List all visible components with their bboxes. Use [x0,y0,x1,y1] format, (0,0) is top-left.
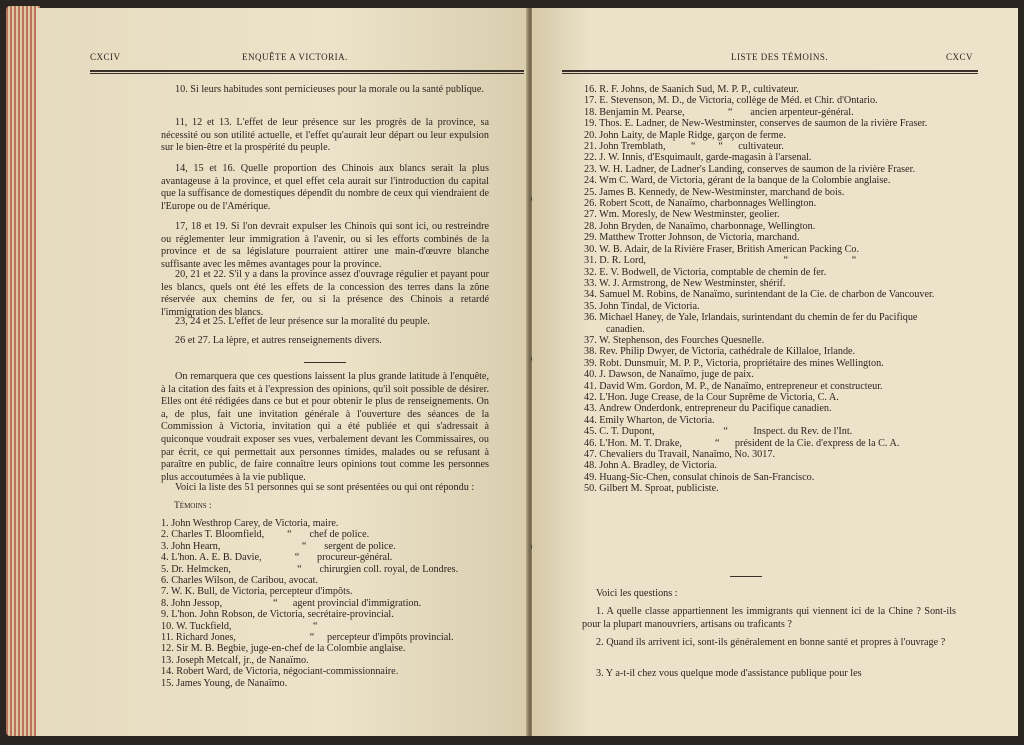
list-item: 46. L'Hon. M. T. Drake, “ président de la Cie. d'express de la C. A. [584,437,900,449]
question-1: 1. A quelle classe appartiennent les immigrants qui viennent ici de la Chine ? Sont-ils pour la plupart manouvriers, artisans ou traficants ? [582,606,956,630]
list-item: 45. C. T. Dupont, “ Inspect. du Rev. de l'Int. [584,426,853,438]
remarks-paragraph: On remarquera que ces questions laissent la plus grande latitude à l'enquête, à la citation des faits et à l'expression des opinions, qu'il soit possible de désirer. Elles ont été rédigées dans ce but et pour obtenir le plus de renseignements. On a, de plus, fait une invitation générale à l'ouverture des séances de la Commission à Victoria, invitation qui a été publiée et qui s'adressait à quiconque voudrait exposer ses vues, verbalement devant les Commissaires, ou par écrit, ce qui permettait aux personnes timides, malades ou se refusant à paraître en public, de faire connaître leurs opinions tout comme les personnes plus accoutumées à la vie publique. [161,371,489,483]
question-10: 10. Si leurs habitudes sont pernicieuses pour la morale ou la santé publique. [175,84,484,95]
questions-23-25: 23, 24 et 25. L'effet de leur présence sur la moralité du peuple. [175,316,430,327]
list-item: 36. Michael Haney, de Yale, Irlandais, surintendant du chemin de fer du Pacifique canadien. [584,312,918,335]
right-page [532,8,1018,736]
right-page-number: CXCV [946,52,974,62]
list-item: 21. John Tremblath, “ “ cultivateur. [584,141,784,153]
list-item: 32. E. V. Bodwell, de Victoria, comptable de chemin de fer. [584,266,827,278]
witness-list-intro: Voici la liste des 51 personnes qui se sont présentées ou qui ont répondu : [175,482,475,493]
questions-intro: Voici les questions : [596,588,678,599]
list-item: 29. Matthew Trotter Johnson, de Victoria, marchand. [584,232,800,244]
left-page [36,8,528,736]
list-item: 18. Benjamin M. Pearse, “ ancien arpenteur-général. [584,106,854,118]
list-item: 8. John Jessop, “ agent provincial d'immigration. [161,597,422,609]
list-item: 44. Emily Wharton, de Victoria. [584,414,715,426]
list-item: 31. D. R. Lord, “ “ [584,255,857,267]
witness-heading: Témoins : [174,501,212,511]
list-item: 15. James Young, de Nanaïmo. [161,677,288,689]
question-2: 2. Quand ils arrivent ici, sont-ils généralement en bonne santé et propres à l'ouvrage ? [596,637,946,648]
list-item: 48. John A. Bradley, de Victoria. [584,460,717,472]
list-item: 2. Charles T. Bloomfield, “ chef de police. [161,529,370,541]
section-divider [304,362,346,363]
list-item: 24. Wm C. Ward, de Victoria, gérant de la banque de la Colombie anglaise. [584,175,891,187]
questions-17-19: 17, 18 et 19. Si l'on devrait expulser les Chinois qui sont ici, ou restreindre ou réglementer leur immigration à l'avenir, ou si les efforts combinés de la province et de sa législature pourraient attirer une main-d'œuvre blanche suffisante avec les mêmes avantages pour la province. [161,221,489,270]
list-item: 14. Robert Ward, de Victoria, négociant-commissionnaire. [161,666,399,678]
list-item: 43. Andrew Onderdonk, entrepreneur du Pacifique canadien. [584,403,832,415]
list-item: 41. David Wm. Gordon, M. P., de Nanaïmo, entrepreneur et constructeur. [584,380,883,392]
witness-list-right [584,84,956,495]
list-item: 26. Robert Scott, de Nanaïmo, charbonnages Wellington. [584,198,817,210]
question-3: 3. Y a-t-il chez vous quelque mode d'assistance publique pour les [596,668,862,679]
header-rule [90,70,524,74]
questions-26-27: 26 et 27. La lèpre, et autres renseignements divers. [175,335,382,346]
list-item: 5. Dr. Helmcken, “ chirurgien coll. royal, de Londres. [161,563,459,575]
list-item: 10. W. Tuckfield, “ [161,620,318,632]
witness-list-left [161,518,491,689]
list-item: 39. Robt. Dunsmuir, M. P. P., Victoria, propriétaire des mines Wellington. [584,357,884,369]
list-item: 7. W. K. Bull, de Victoria, percepteur d'impôts. [161,586,353,598]
list-item: 25. James B. Kennedy, de New-Westminster, marchand de bois. [584,186,845,198]
list-item: 19. Thos. E. Ladner, de New-Westminster, conserves de saumon de la rivière Fraser. [584,118,928,130]
list-item: 6. Charles Wilson, de Caribou, avocat. [161,575,318,587]
list-item: 23. W. H. Ladner, de Ladner's Landing, conserves de saumon de la rivière Fraser. [584,163,916,175]
list-item: 33. W. J. Armstrong, de New Westminster, shérif. [584,277,786,289]
list-item: 28. John Bryden, de Nanaïmo, charbonnage, Wellington. [584,220,816,232]
questions-20-22: 20, 21 et 22. S'il y a dans la province assez d'ouvrage régulier et payant pour les blancs, quels ont été les effets de la concession des terres dans la zône réservée aux chemins de fer, ou si la présence des Chinois a retardé l'immigration des blancs. [161,269,489,318]
list-item: 27. Wm. Moresly, de New Westminster, geolier. [584,209,780,221]
section-divider [730,576,762,577]
list-item: 4. L'hon. A. E. B. Davie, “ procureur-général. [161,552,393,564]
list-item: 9. L'hon. John Robson, de Victoria, secrétaire-provincial. [161,609,394,621]
left-page-number: CXCIV [90,52,121,62]
list-item: 12. Sir M. B. Begbie, juge-en-chef de la Colombie anglaise. [161,643,406,655]
questions-11-13: 11, 12 et 13. L'effet de leur présence sur les progrès de la province, sa nécessité ou son utilité actuelle, et l'effet qu'aurait leur départ ou leur expulsion sur le bien-être et la prospérité du peuple. [161,117,489,154]
list-item: 38. Rev. Philip Dwyer, de Victoria, cathédrale de Killaloe, Irlande. [584,346,856,358]
right-running-head: LISTE DES TÉMOINS. [731,52,829,62]
left-running-head: ENQUÊTE A VICTORIA. [242,52,348,62]
list-item: 42. L'Hon. Juge Crease, de la Cour Suprême de Victoria, C. A. [584,391,839,403]
list-item: 13. Joseph Metcalf, jr., de Nanaïmo. [161,654,309,666]
list-item: 20. John Laity, de Maple Ridge, garçon de ferme. [584,129,786,141]
list-item: 16. R. F. Johns, de Saanich Sud, M. P. P., cultivateur. [584,84,799,95]
list-item: 1. John Westhrop Carey, de Victoria, maire. [161,518,339,529]
list-item: 40. J. Dawson, de Nanaïmo, juge de paix. [584,369,754,381]
questions-14-16: 14, 15 et 16. Quelle proportion des Chinois aux blancs serait la plus avantageuse à la province, et quel effet cela aurait sur l'introduction du capital que la suffisance de domestiques dépendît du nombre de ceux qui viendraient de l'Europe ou de l'Amérique. [161,163,489,212]
list-item: 50. Gilbert M. Sproat, publiciste. [584,483,719,495]
list-item: 37. W. Stephenson, des Fourches Quesnelle. [584,334,765,346]
list-item: 22. J. W. Innis, d'Esquimault, garde-magasin à l'arsenal. [584,152,812,164]
book-page-edges [6,6,40,736]
list-item: 30. W. B. Adair, de la Rivière Fraser, British American Packing Co. [584,243,860,255]
list-item: 3. John Hearn, “ sergent de police. [161,540,396,552]
list-item: 17. E. Stevenson, M. D., de Victoria, collège de Méd. et Chir. d'Ontario. [584,95,878,107]
list-item: 47. Chevaliers du Travail, Nanaïmo, No. 3017. [584,449,775,460]
list-item: 49. Huang-Sic-Chen, consulat chinois de San-Francisco. [584,471,815,483]
list-item: 35. John Tindal, de Victoria. [584,300,700,312]
list-item: 34. Samuel M. Robins, de Nanaïmo, surintendant de la Cie. de charbon de Vancouver. [584,289,935,301]
header-rule [562,70,978,74]
list-item: 11. Richard Jones, “ percepteur d'impôts provincial. [161,632,454,644]
